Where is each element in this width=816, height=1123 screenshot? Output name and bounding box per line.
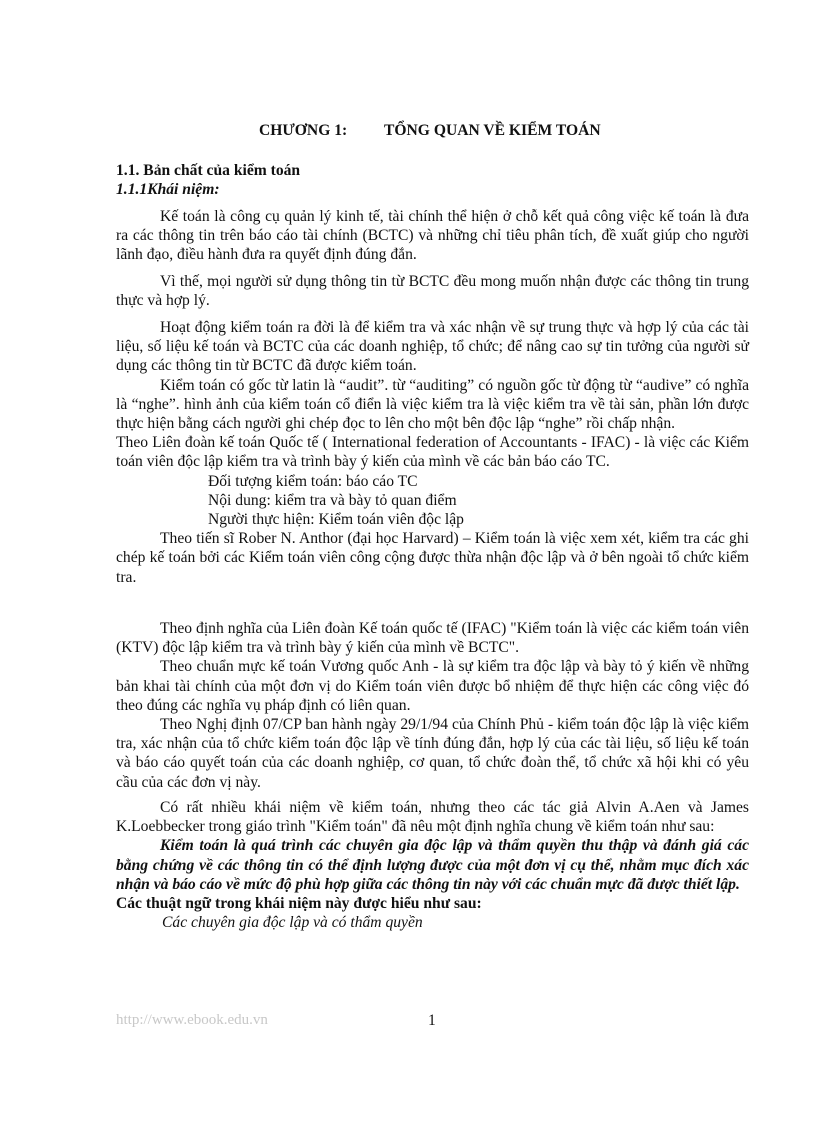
paragraph: Theo định nghĩa của Liên đoàn Kế toán quốc tế (IFAC) "Kiểm toán là việc các kiểm toán viên (KTV) độc lập kiểm tra và trình bày ý kiến của mình về BCTC".	[116, 620, 749, 657]
definition-paragraph: Kiểm toán là quá trình các chuyên gia độc lập và thẩm quyền thu thập và đánh giá các bằng chứng về các thông tin có thể định lượng được của một đơn vị cụ thể, nhằm mục đích xác nhận và báo cáo về mức độ phù hợp giữa các thông tin này với các chuẩn mực đã được thiết lập.	[116, 837, 749, 893]
terms-heading: Các thuật ngữ trong khái niệm này được hiểu như sau:	[116, 895, 482, 913]
term-item: Các chuyên gia độc lập và có thẩm quyền	[162, 914, 423, 932]
paragraph: Theo Nghị định 07/CP ban hành ngày 29/1/94 của Chính Phủ - kiểm toán độc lập là việc kiểm tra, xác nhận của tổ chức kiểm toán độc lập về tính đúng đắn, hợp lý của các tài liệu, số liệu kế toán và báo cáo quyết toán của các doanh nghiệp, cơ quan, tổ chức đoàn thể, tổ chức xã hội khi có yêu cầu của các đơn vị này.	[116, 716, 749, 791]
paragraph: Hoạt động kiểm toán ra đời là để kiểm tra và xác nhận về sự trung thực và hợp lý của các tài liệu, số liệu kế toán và BCTC của các doanh nghiệp, tổ chức; để nâng cao sự tin tưởng của người sử dụng các thông tin từ BCTC đã được kiểm toán.	[116, 319, 749, 375]
chapter-title: TỔNG QUAN VỀ KIỂM TOÁN	[384, 122, 601, 139]
paragraph: Có rất nhiều khái niệm về kiểm toán, nhưng theo các tác giả Alvin A.Aen và James K.Loebbecker trong giáo trình "Kiểm toán" đã nêu một định nghĩa chung về kiểm toán như sau:	[116, 799, 749, 836]
footer-url: http://www.ebook.edu.vn	[116, 1012, 268, 1028]
paragraph: Vì thế, mọi người sử dụng thông tin từ BCTC đều mong muốn nhận được các thông tin trung thực và hợp lý.	[116, 273, 749, 310]
section-heading: 1.1. Bản chất của kiểm toán	[116, 162, 301, 179]
body-block-4	[116, 619, 749, 792]
list-item: Đối tượng kiểm toán: báo cáo TC	[208, 472, 418, 490]
paragraph: Theo tiến sĩ Rober N. Anthor (đại học Harvard) – Kiểm toán là việc xem xét, kiểm tra các ghi chép kế toán bởi các Kiểm toán viên công cộng được thừa nhận độc lập và ở bên ngoài tổ chức kiểm tra.	[116, 530, 749, 586]
body-block-3	[116, 318, 749, 587]
paragraph: Kiểm toán có gốc từ latin là “audit”. từ “auditing” có nguồn gốc từ động từ “audive” có nghĩa là “nghe”. hình ảnh của kiểm toán cổ điển là việc kiểm tra là việc kiểm tra về tài sản, phần lớn được thực hiện bằng cách người ghi chép đọc to lên cho một bên độc lập “nghe” rồi chấp nhận.	[116, 376, 749, 433]
page-number: 1	[428, 1012, 436, 1029]
subsection-heading: 1.1.1Khái niệm:	[116, 181, 220, 198]
list-item: Người thực hiện: Kiểm toán viên độc lập	[208, 511, 464, 529]
body-block-2	[116, 272, 749, 310]
body-block-1	[116, 207, 749, 265]
paragraph: Kế toán là công cụ quản lý kinh tế, tài chính thể hiện ở chỗ kết quả công việc kế toán là đưa ra các thông tin trên báo cáo tài chính (BCTC) và những chỉ tiêu phân tích, đề xuất giúp cho người lãnh đạo, điều hành đưa ra quyết định đúng đắn.	[116, 208, 749, 264]
list-item: Nội dung: kiểm tra và bày tỏ quan điểm	[208, 491, 457, 509]
paragraph: Theo chuẩn mực kế toán Vương quốc Anh - là sự kiểm tra độc lập và bày tỏ ý kiến về những bản khai tài chính của một đơn vị do Kiểm toán viên được bổ nhiệm để thực hiện các công việc đó theo đúng các nghĩa vụ pháp định có liên quan.	[116, 658, 749, 714]
body-block-5	[116, 798, 749, 932]
chapter-number: CHƯƠNG 1:	[259, 122, 348, 139]
paragraph: Theo Liên đoàn kế toán Quốc tế ( International federation of Accountants - IFAC) - là việc các Kiểm toán viên độc lập kiểm tra và trình bày ý kiến của mình về các bản báo cáo TC.	[116, 434, 749, 471]
